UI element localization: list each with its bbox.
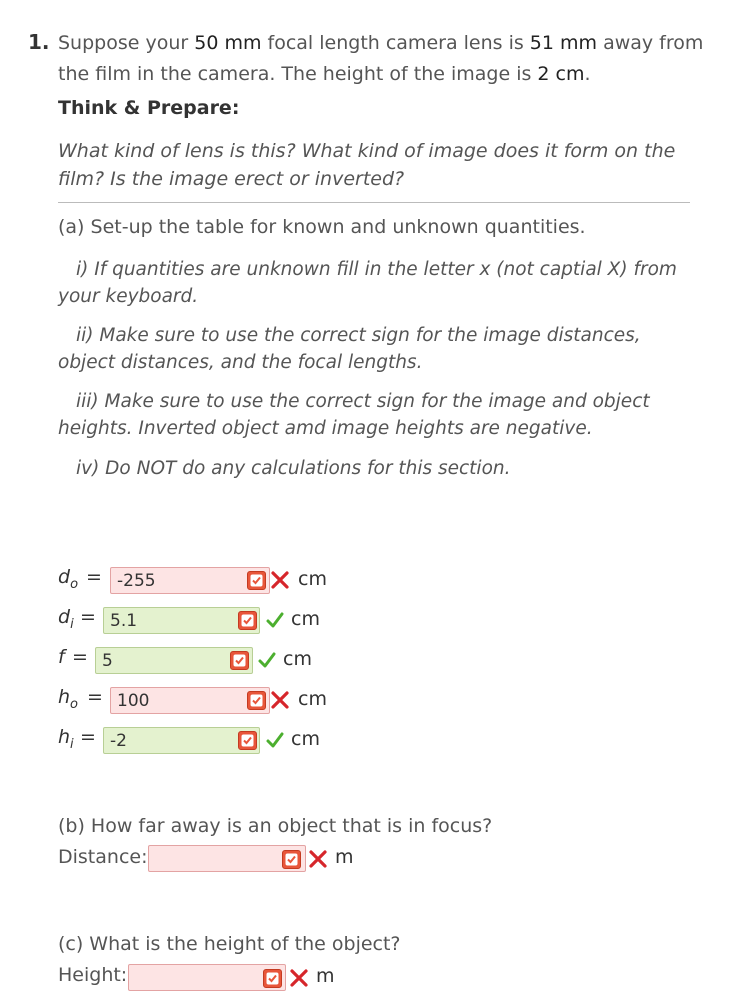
- height-label: Height:: [58, 964, 128, 986]
- var-hi-symbol: h: [58, 726, 71, 748]
- equals-sign: =: [86, 566, 102, 588]
- answer-menu-icon[interactable]: [247, 571, 266, 590]
- answer-menu-icon[interactable]: [230, 651, 249, 670]
- note-1-rest: your keyboard.: [58, 286, 199, 307]
- stem-text-3: away from the film in the camera. The height of the image is: [58, 32, 704, 85]
- equals-sign: =: [80, 606, 96, 628]
- var-di: [58, 606, 74, 632]
- unit-di: cm: [291, 608, 320, 630]
- think-prepare-heading: Think & Prepare:: [58, 97, 240, 119]
- answer-menu-icon[interactable]: [282, 850, 301, 869]
- var-do: [58, 566, 78, 592]
- question-number: 1.: [28, 30, 50, 54]
- unit-hi: cm: [291, 728, 320, 750]
- answer-menu-icon[interactable]: [263, 969, 282, 988]
- var-f-symbol: f: [58, 646, 65, 668]
- var-do-sub: o: [70, 576, 79, 592]
- note-1-lead: i) If quantities are unknown fill in the letter x (not captial X) from: [76, 259, 677, 280]
- unit-ho: cm: [298, 688, 327, 710]
- di-input[interactable]: 5.1: [103, 607, 260, 634]
- note-2-rest: object distances, and the focal lengths.: [58, 352, 423, 373]
- note-4: [58, 455, 698, 482]
- checkmark-icon: [264, 609, 286, 631]
- answer-menu-icon[interactable]: [238, 731, 257, 750]
- distance-label: Distance:: [58, 846, 148, 868]
- f-input[interactable]: 5: [95, 647, 253, 674]
- cross-icon: [269, 569, 291, 591]
- cross-icon: [269, 689, 291, 711]
- note-4-lead: iv) Do NOT do any calculations for this section.: [76, 458, 511, 479]
- unit-f: cm: [283, 648, 312, 670]
- stem-image-height: 2 cm: [537, 63, 585, 85]
- stem-lens-distance: 51 mm: [529, 32, 598, 54]
- var-f: [58, 646, 65, 668]
- equals-sign: =: [80, 726, 96, 748]
- stem-text-2: focal length camera lens is: [261, 32, 530, 54]
- answer-menu-icon[interactable]: [238, 611, 257, 630]
- stem-text-1: Suppose your: [58, 32, 195, 54]
- var-hi-sub: i: [70, 736, 74, 752]
- unit-height: m: [316, 965, 335, 987]
- note-3: [58, 388, 698, 442]
- var-di-symbol: d: [58, 606, 71, 628]
- var-hi: [58, 726, 74, 752]
- unit-do: cm: [298, 568, 327, 590]
- note-3-rest: heights. Inverted object amd image heights are negative.: [58, 418, 593, 439]
- cross-icon: [307, 848, 329, 870]
- think-prepare-text: What kind of lens is this? What kind of image does it form on the film? Is the image erect or inverted?: [58, 140, 676, 190]
- note-2-lead: ii) Make sure to use the correct sign for the image distances,: [76, 325, 641, 346]
- part-c-title: (c) What is the height of the object?: [58, 933, 401, 955]
- ho-input[interactable]: 100: [110, 687, 270, 714]
- var-di-sub: i: [70, 616, 74, 632]
- unit-distance: m: [335, 846, 354, 868]
- cross-icon: [288, 967, 310, 989]
- hi-input[interactable]: -2: [103, 727, 260, 754]
- note-1: [58, 256, 698, 310]
- part-a-title: (a) Set-up the table for known and unknown quantities.: [58, 216, 586, 238]
- checkmark-icon: [256, 649, 278, 671]
- question-stem: [58, 28, 708, 90]
- equals-sign: =: [87, 686, 103, 708]
- var-do-symbol: d: [58, 566, 71, 588]
- var-ho-sub: o: [70, 696, 79, 712]
- stem-text-4: .: [584, 63, 591, 85]
- note-3-lead: iii) Make sure to use the correct sign for the image and object: [76, 391, 650, 412]
- checkmark-icon: [264, 729, 286, 751]
- answer-menu-icon[interactable]: [247, 691, 266, 710]
- var-ho-symbol: h: [58, 686, 71, 708]
- do-input[interactable]: -255: [110, 567, 270, 594]
- var-ho: [58, 686, 78, 712]
- equals-sign: =: [72, 646, 88, 668]
- stem-focal-length: 50 mm: [194, 32, 262, 54]
- note-2: [58, 322, 698, 376]
- divider: [58, 202, 690, 203]
- part-b-title: (b) How far away is an object that is in focus?: [58, 815, 493, 837]
